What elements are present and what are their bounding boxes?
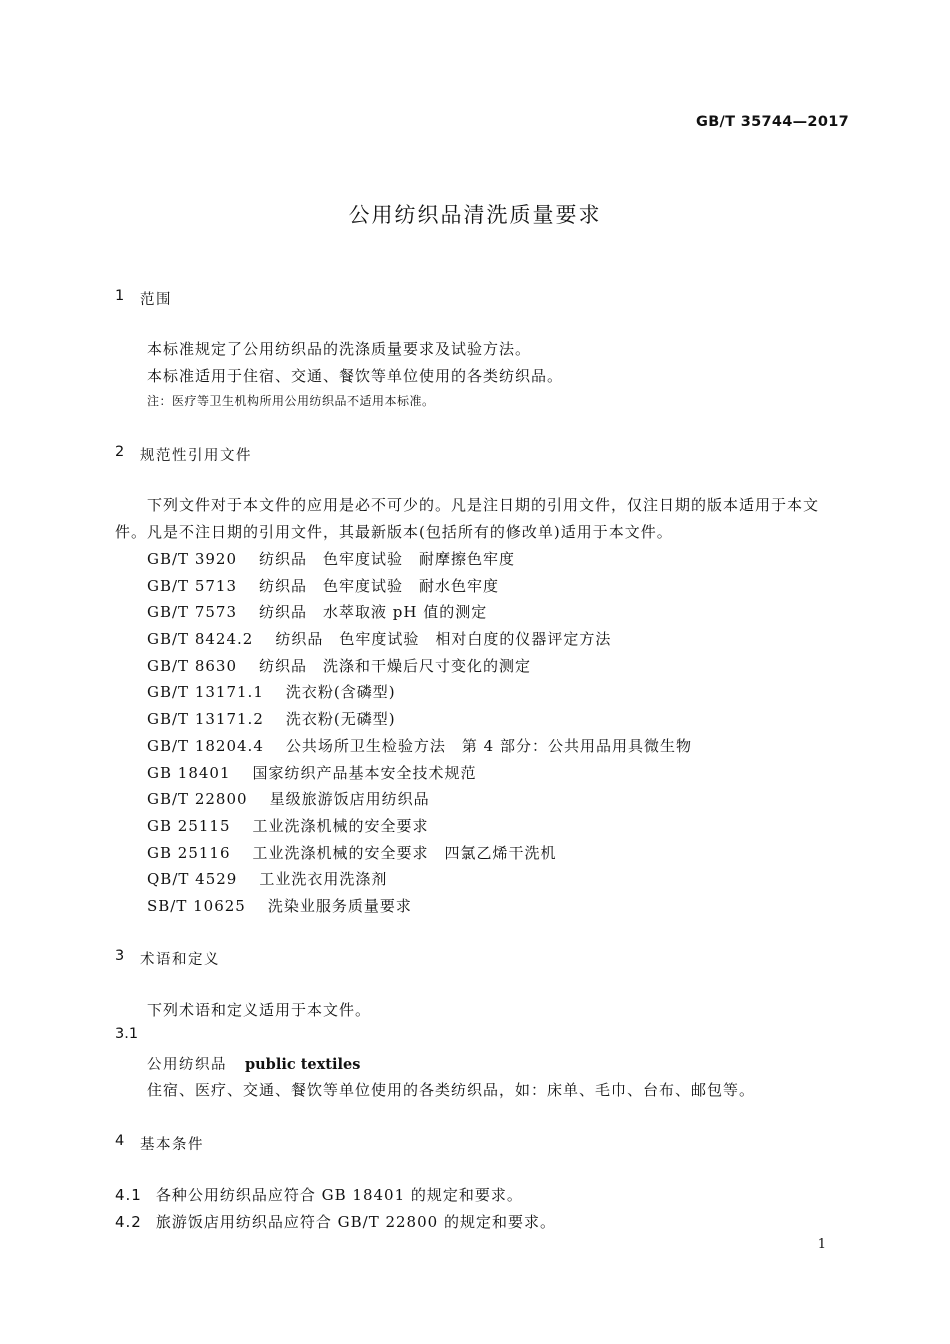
reference-code: GB 25116 (147, 844, 231, 862)
term-english: public textiles (245, 1056, 361, 1073)
reference-title: 纺织品 色牢度试验 相对白度的仪器评定方法 (275, 630, 612, 648)
reference-item (147, 762, 477, 783)
section-1-number: 1 (115, 288, 125, 304)
clause-number: 4.1 (115, 1186, 142, 1204)
reference-code: GB/T 8424.2 (147, 630, 254, 648)
reference-code: GB 18401 (147, 764, 231, 782)
scope-note: 注：医疗等卫生机构所用公用纺织品不适用本标准。 (147, 394, 435, 408)
clause-item (115, 1184, 523, 1205)
reference-item (147, 628, 611, 649)
standard-code: GB/T 35744—2017 (696, 114, 849, 130)
clause-number: 4.2 (115, 1213, 142, 1231)
reference-title: 洗衣粉(含磷型) (285, 683, 396, 701)
reference-code: GB/T 18204.4 (147, 737, 264, 755)
reference-code: QB/T 4529 (147, 870, 238, 888)
term-entry (147, 1053, 360, 1074)
section-2-title: 规范性引用文件 (140, 448, 252, 464)
term-definition: 住宿、医疗、交通、餐饮等单位使用的各类纺织品，如：床单、毛巾、台布、邮包等。 (147, 1081, 756, 1099)
reference-code: GB 25115 (147, 817, 231, 835)
reference-code: SB/T 10625 (147, 897, 246, 915)
reference-title: 工业洗衣用洗涤剂 (259, 870, 388, 888)
reference-title: 洗衣粉(无磷型) (285, 710, 396, 728)
scope-paragraph-2: 本标准适用于住宿、交通、餐饮等单位使用的各类纺织品。 (147, 367, 564, 385)
reference-code: GB/T 13171.1 (147, 683, 264, 701)
document-title: 公用纺织品清洗质量要求 (348, 203, 602, 227)
reference-item (147, 575, 499, 596)
reference-item (147, 601, 487, 622)
clause-text: 旅游饭店用纺织品应符合 GB/T 22800 的规定和要求。 (155, 1213, 556, 1231)
section-1-title: 范围 (140, 292, 172, 308)
reference-title: 纺织品 色牢度试验 耐摩擦色牢度 (259, 550, 516, 568)
reference-item (147, 815, 429, 836)
term-chinese: 公用纺织品 (147, 1057, 227, 1073)
reference-code: GB/T 8630 (147, 657, 238, 675)
reference-code: GB/T 7573 (147, 603, 238, 621)
subclause-3-1-number: 3.1 (115, 1026, 139, 1042)
reference-title: 洗染业服务质量要求 (267, 897, 412, 915)
reference-title: 纺织品 色牢度试验 耐水色牢度 (259, 577, 500, 595)
reference-title: 工业洗涤机械的安全要求 (252, 817, 429, 835)
reference-title: 公共场所卫生检验方法 第 4 部分：公共用品用具微生物 (285, 737, 692, 755)
page-number: 1 (817, 1237, 826, 1252)
terms-intro: 下列术语和定义适用于本文件。 (147, 1001, 372, 1019)
reference-code: GB/T 3920 (147, 550, 238, 568)
section-3-title: 术语和定义 (140, 952, 220, 968)
reference-item (147, 708, 396, 729)
clause-text: 各种公用纺织品应符合 GB 18401 的规定和要求。 (155, 1186, 523, 1204)
reference-title: 星级旅游饭店用纺织品 (269, 790, 430, 808)
reference-item (147, 548, 515, 569)
section-2-number: 2 (115, 444, 125, 460)
references-intro-line-2: 件。凡是不注日期的引用文件，其最新版本(包括所有的修改单)适用于本文件。 (115, 523, 673, 541)
section-3-number: 3 (115, 948, 125, 964)
reference-item (147, 868, 387, 889)
reference-title: 国家纺织产品基本安全技术规范 (252, 764, 477, 782)
reference-code: GB/T 5713 (147, 577, 238, 595)
reference-item (147, 842, 557, 863)
reference-title: 纺织品 水萃取液 pH 值的测定 (259, 603, 488, 621)
section-4-title: 基本条件 (140, 1137, 204, 1153)
reference-item (147, 681, 396, 702)
reference-code: GB/T 22800 (147, 790, 248, 808)
references-intro-line-1: 下列文件对于本文件的应用是必不可少的。凡是注日期的引用文件，仅注日期的版本适用于本文 (147, 496, 820, 514)
reference-code: GB/T 13171.2 (147, 710, 264, 728)
reference-item (147, 788, 430, 809)
reference-title: 纺织品 洗涤和干燥后尺寸变化的测定 (259, 657, 532, 675)
reference-item (147, 655, 531, 676)
reference-item (147, 735, 692, 756)
reference-item (147, 895, 412, 916)
clause-item (115, 1211, 556, 1232)
scope-paragraph-1: 本标准规定了公用纺织品的洗涤质量要求及试验方法。 (147, 340, 532, 358)
section-4-number: 4 (115, 1133, 125, 1149)
reference-title: 工业洗涤机械的安全要求 四氯乙烯干洗机 (252, 844, 557, 862)
